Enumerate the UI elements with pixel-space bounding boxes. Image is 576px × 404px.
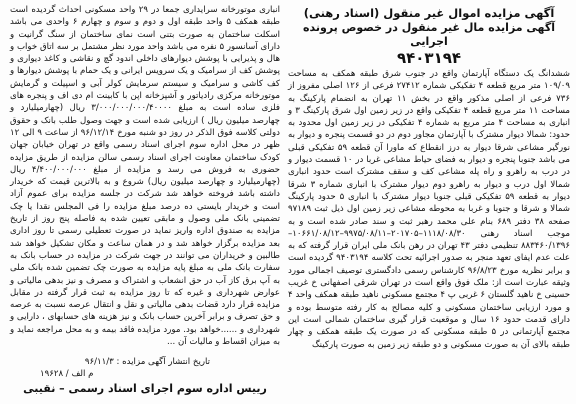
right-column: [288, 4, 570, 400]
signature-line: رییس اداره سوم اجرای اسناد رسمی – نقیبی: [23, 382, 267, 395]
notice-subtitle: آگهی مزایده مال غیر منقول در خصوص پرونده اجرایی: [303, 21, 555, 48]
notice-title: آگهی مزایده اموال غیر منقول (اسناد رهنی): [303, 6, 555, 20]
notice-columns: [6, 4, 570, 400]
document-number: ۱۹۶۲۸ / م الف: [40, 369, 94, 379]
case-number: ۹۴۰۳۱۹۴: [396, 49, 462, 67]
left-column: [10, 4, 280, 400]
left-column-text: انباری موتورخانه سرایداری جمعا در ۲۹ واحد مسکونی احداث گردیده است طبقه همکف ۵ واحد طبقه اول و دوم و سوم و چهارم ۶ واحدی می باشد اسکلت ساختمان به صورت بتنی است نمای ساختمان از سنگ گرانیت و دارای آسانسور ۵ نفره می باشد واحد مورد نظر مشتمل بر سه اتاق خواب و هال و پذیرایی با پوشش دیوارهای داخلی اندود گچ و نقاشی و کاغذ دیواری و پوشش کف از سرامیک و یک سرویس ایرانی و یک حمام با پوشش دیوارها و کف کاشی و سرامیک و سیستم سرمایش کولر آبی و اسپیلت و گرمایش موتورخانه مرکزی رادیاتور و آشپزخانه اپن با کابینت ام دی اف و پنجره های فلزی ساده است به مبلغ ۳/۰۰۰/۰۰۰/۰۰۰/۴۰۰۰۰ ریال (چهارمیلیارد و چهارصد میلیون ریال ) ارزیابی شده است و جهت وصول طلب بانک و حقوق دولتی کلاسه فوق الذکر در روز دو شنبه مورخ ۹۶/۱۲/۱۴ از ساعت ۹ الی ۱۲ ظهر در محل اداره سوم اجرای اسناد رسمی واقع در تهران خیابان جهان کودک ساختمان معاونت اجرای اسناد رسمی سالن مزایده از طریق مزایده حضوری به فروش می رسد و مزایده از مبلغ ۴/۴۰۰/۰۰۰/۰۰۰ ریال (چهارمیلیارد و چهارصد میلیون ریال) شروع و به بالاترین قیمت که خریدار داشته باشد فروخته خواهد شد شرکت در جلسه مزایده برای عموم آزاد است و خریدار بایستی ده درصد مبلغ مزایده را فی المجلس نقدا یا چک تضمینی بانک ملی وصول و مابقی تعیین شده به فاصله پنج روز از تاریخ مزایده به صندوق اداره واریز نماید در صورت تعطیلی رسمی تا روز اداری بعد مزایده برگزار خواهد شد و در همان ساعت و مکان تشکیل خواهد شد طالبین و خریداران می توانند در جهت شرکت در مزایده در حساب بانک به سفارت بانک ملی به مبلغ پایه مزایده به صورت چک تضمین شده بانک ملی به آپ برق کاز آب در حق انشعاب و اشتراک و مصرف و نیز بدهی مالیاتی و عوارض شهرداری و غیره که تا روز مزایده به ثبت قرار گرفته در مقابل مزایده قرار دارد قضات بدهی مالیاتی و نقل و انتقال عرصه نسبت به عرصه و حق تصرف و برابر آخرین حساب بانک و نیز هزینه های حسابهای ، دارایی و شهرداری و ......خواهد بود. مورد مزایده فاقد بیمه و به محل مراجعه نماید و به میزان اقساط و مالیات آن ...: [10, 5, 281, 348]
notice-footer: [10, 356, 280, 396]
publish-date: تاریخ انتشار آگهی مزایده : ۹۶/۱۱/۳: [84, 357, 210, 367]
right-column-text: ششدانگ یک دستگاه آپارتمان واقع در جنوب شرق طبقه همکف به مساحت ۱۰۹/۰۹ متر مربع قطعه ۴ تفکیکی شماره ۲۷۴۱۲ فرعی از ۱۲۶ اصلی مفروز از ۷۳۶ فرعی از اصلی مذکور واقع در بخش ۱۱ تهران به انضمام پارکینگ به مساحت ۱۱ متر مربع قطعه ۴ تفکیکی واقع در زیر زمین اول شرق پارکینگ ۳ و انباری به مساحت ۴ متر مربع به شماره ۴ تفکیکی در زیر زمین اول محدود به حدود: شمالا دیوار مشترک با آپارتمان مجاور دوم در دو قسمت پنجره و دیوار به نورگیر مشاعی شرقا دیوار به درز انقطاع که ماورا آن قطعه ۵۹ تفکیکی قبلی می باشد جنوبا پنجره و دیوار به فضای حیاط مشاعی غربا در ۱۰ قسمت دیوار و در درب به راهرو و راه پله مشاعی کف و سقف مشترک است حدود انباری شمالا اول درب و دیوار به راهرو دوم دیوار مشترک با انباری شماره ۳ شرقا دیوار به قطعه ۵۹ تفکیکی قبلی جنوبا دیوار مشترک با انباری ۵ حدود پارکینگ شمالا و شرقا و جنوبا و غربا به محوطه مشاعی زیر زمین اول ذیل ثبت ۹۷۱۸۹ صفحه ۳۸ دفتر ۶۸۹ بنام علی محمد رهبر ثبت و سند صادر شده است و به موجب اسناد رهنی ۱۱۱۸/۰۸/۳۰–۲۰۱۷۰۵–۹۹۷۵/۰۸/۱۱–۱۰۶۶۱/۰۸/۱۲–۸۸۳۴۶۰/۱۳۹۶ تنظیمی دفتر ۴۳ تهران در رهن بانک ملی ایران قرار گرفته که به علت عدم ایفای تعهد منجر به صدور اجرائیه تحت کلاسه ۹۴۰۳۱۹۴ گردیده است و برابر نظریه مورخ ۹۶/۸/۲۳ کارشناس رسمی دادگستری توصیف اجمالی مورد وثیقه عبارت است از: ملک فوق واقع است در تهران شرقی اصفهانی خ غریب حسینی خ ناهید گلستان ۶ غربی پ ۴ مجتمع مسکونی ناهید طبقه همکف واحد ۴ و مورد ارزیابی ساختمان مسکونی و کلیه مصالح به کار رفته متوسط بوده و دارای قدمت حدود ۱۶ سال و موقعیت قرار گیری ساختمان شمالی است این مجتمع آپارتمانی در ۵ طبقه مسکونی که در صورت یک طبقه همکف و چهار طبقه بالای آن به صورت مسکونی و دو طبقه زیر زمین به صورت پارکینگ: [288, 69, 571, 350]
